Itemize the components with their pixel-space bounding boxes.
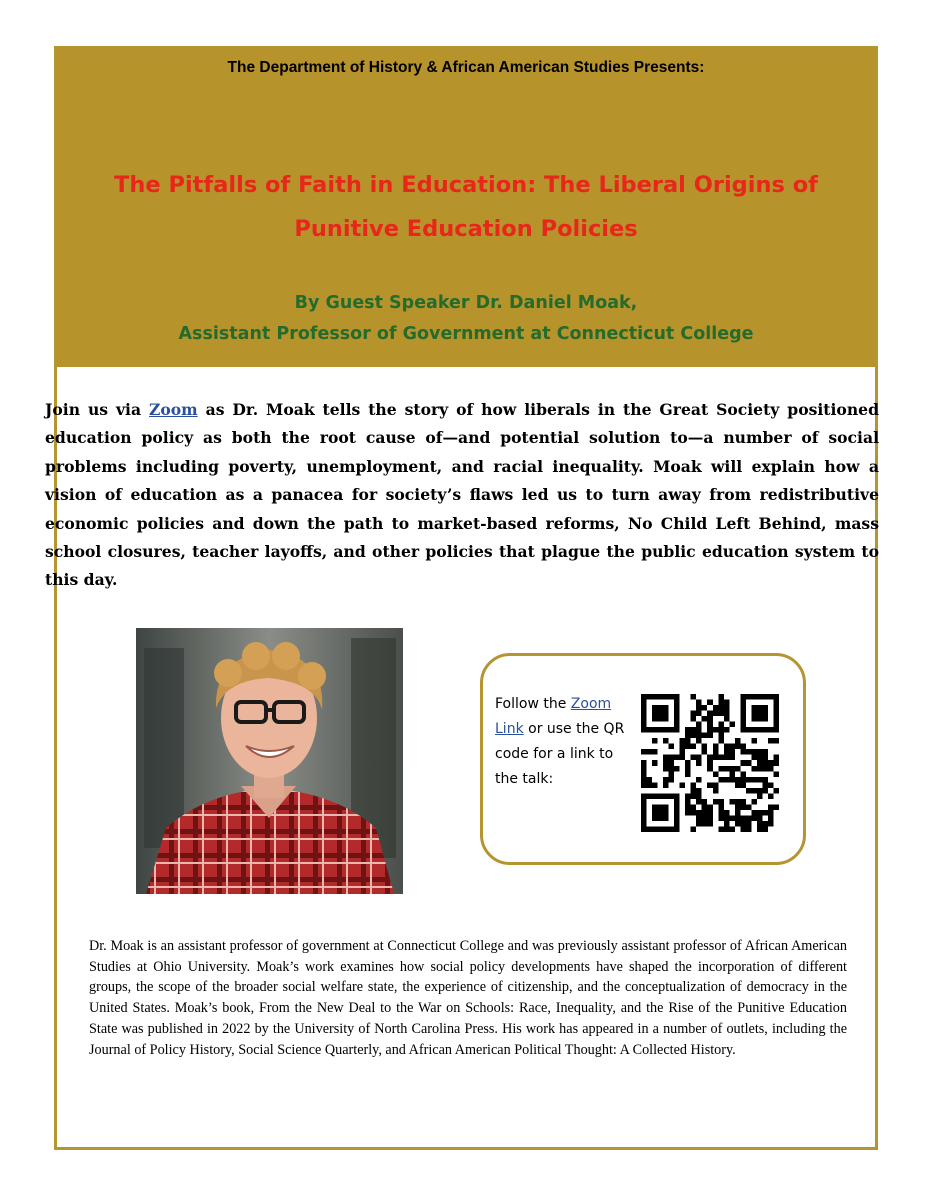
header-banner (57, 49, 875, 367)
speaker-bio: Dr. Moak is an assistant professor of government at Connecticut College and was previously assistant professor of African American Studies at Ohio University. Moak’s work examines how social policy developments have shaped the incorporation of different groups, the scope of the broader social welfare state, the experience of citizenship, and the conceptualization of democracy in the United States. Moak’s book, From the New Deal to the War on Schools: Race, Inequality, and the Rise of the Punitive Education State was published in 2022 by the University of North Carolina Press. His work has appeared in a number of outlets, including the Journal of Policy History, Social Science Quarterly, and African American Political Thought: A Collected History. (89, 938, 847, 1058)
qr-callout (480, 653, 806, 865)
zoom-link-qr[interactable]: Zoom Link (495, 696, 612, 737)
intro-body: as Dr. Moak tells the story of how liberals in the Great Society positioned education policy as both the root cause of—and potential solution to—a number of social problems including poverty, unemployment, and racial inequality. Moak will explain how a vision of education as a panacea for society’s flaws led us to turn away from redistributive economic policies and down the path to market-based reforms, No Child Left Behind, mass school closures, teacher layoffs, and other policies that plague the public education system to this day. (45, 400, 879, 590)
speaker-name: By Guest Speaker Dr. Daniel Moak, (294, 293, 638, 313)
qr-code-icon[interactable] (641, 694, 779, 832)
speaker-info (57, 288, 875, 350)
speaker-affiliation: Assistant Professor of Government at Connecticut College (178, 324, 754, 344)
event-description (45, 396, 879, 595)
qr-suffix: or use the QR code for a link to the talk: (495, 721, 625, 787)
speaker-portrait-image (136, 628, 403, 894)
talk-title: The Pitfalls of Faith in Education: The Liberal Origins of Punitive Education Policies (114, 172, 818, 242)
qr-instructions (495, 692, 630, 792)
zoom-link[interactable]: Zoom (149, 400, 198, 419)
intro-prefix: Join us via (45, 400, 149, 419)
qr-prefix: Follow the (495, 696, 571, 712)
presenter-line: The Department of History & African American Studies Presents: (227, 59, 705, 76)
portrait-illustration (136, 628, 403, 894)
event-flyer (45, 46, 879, 1150)
